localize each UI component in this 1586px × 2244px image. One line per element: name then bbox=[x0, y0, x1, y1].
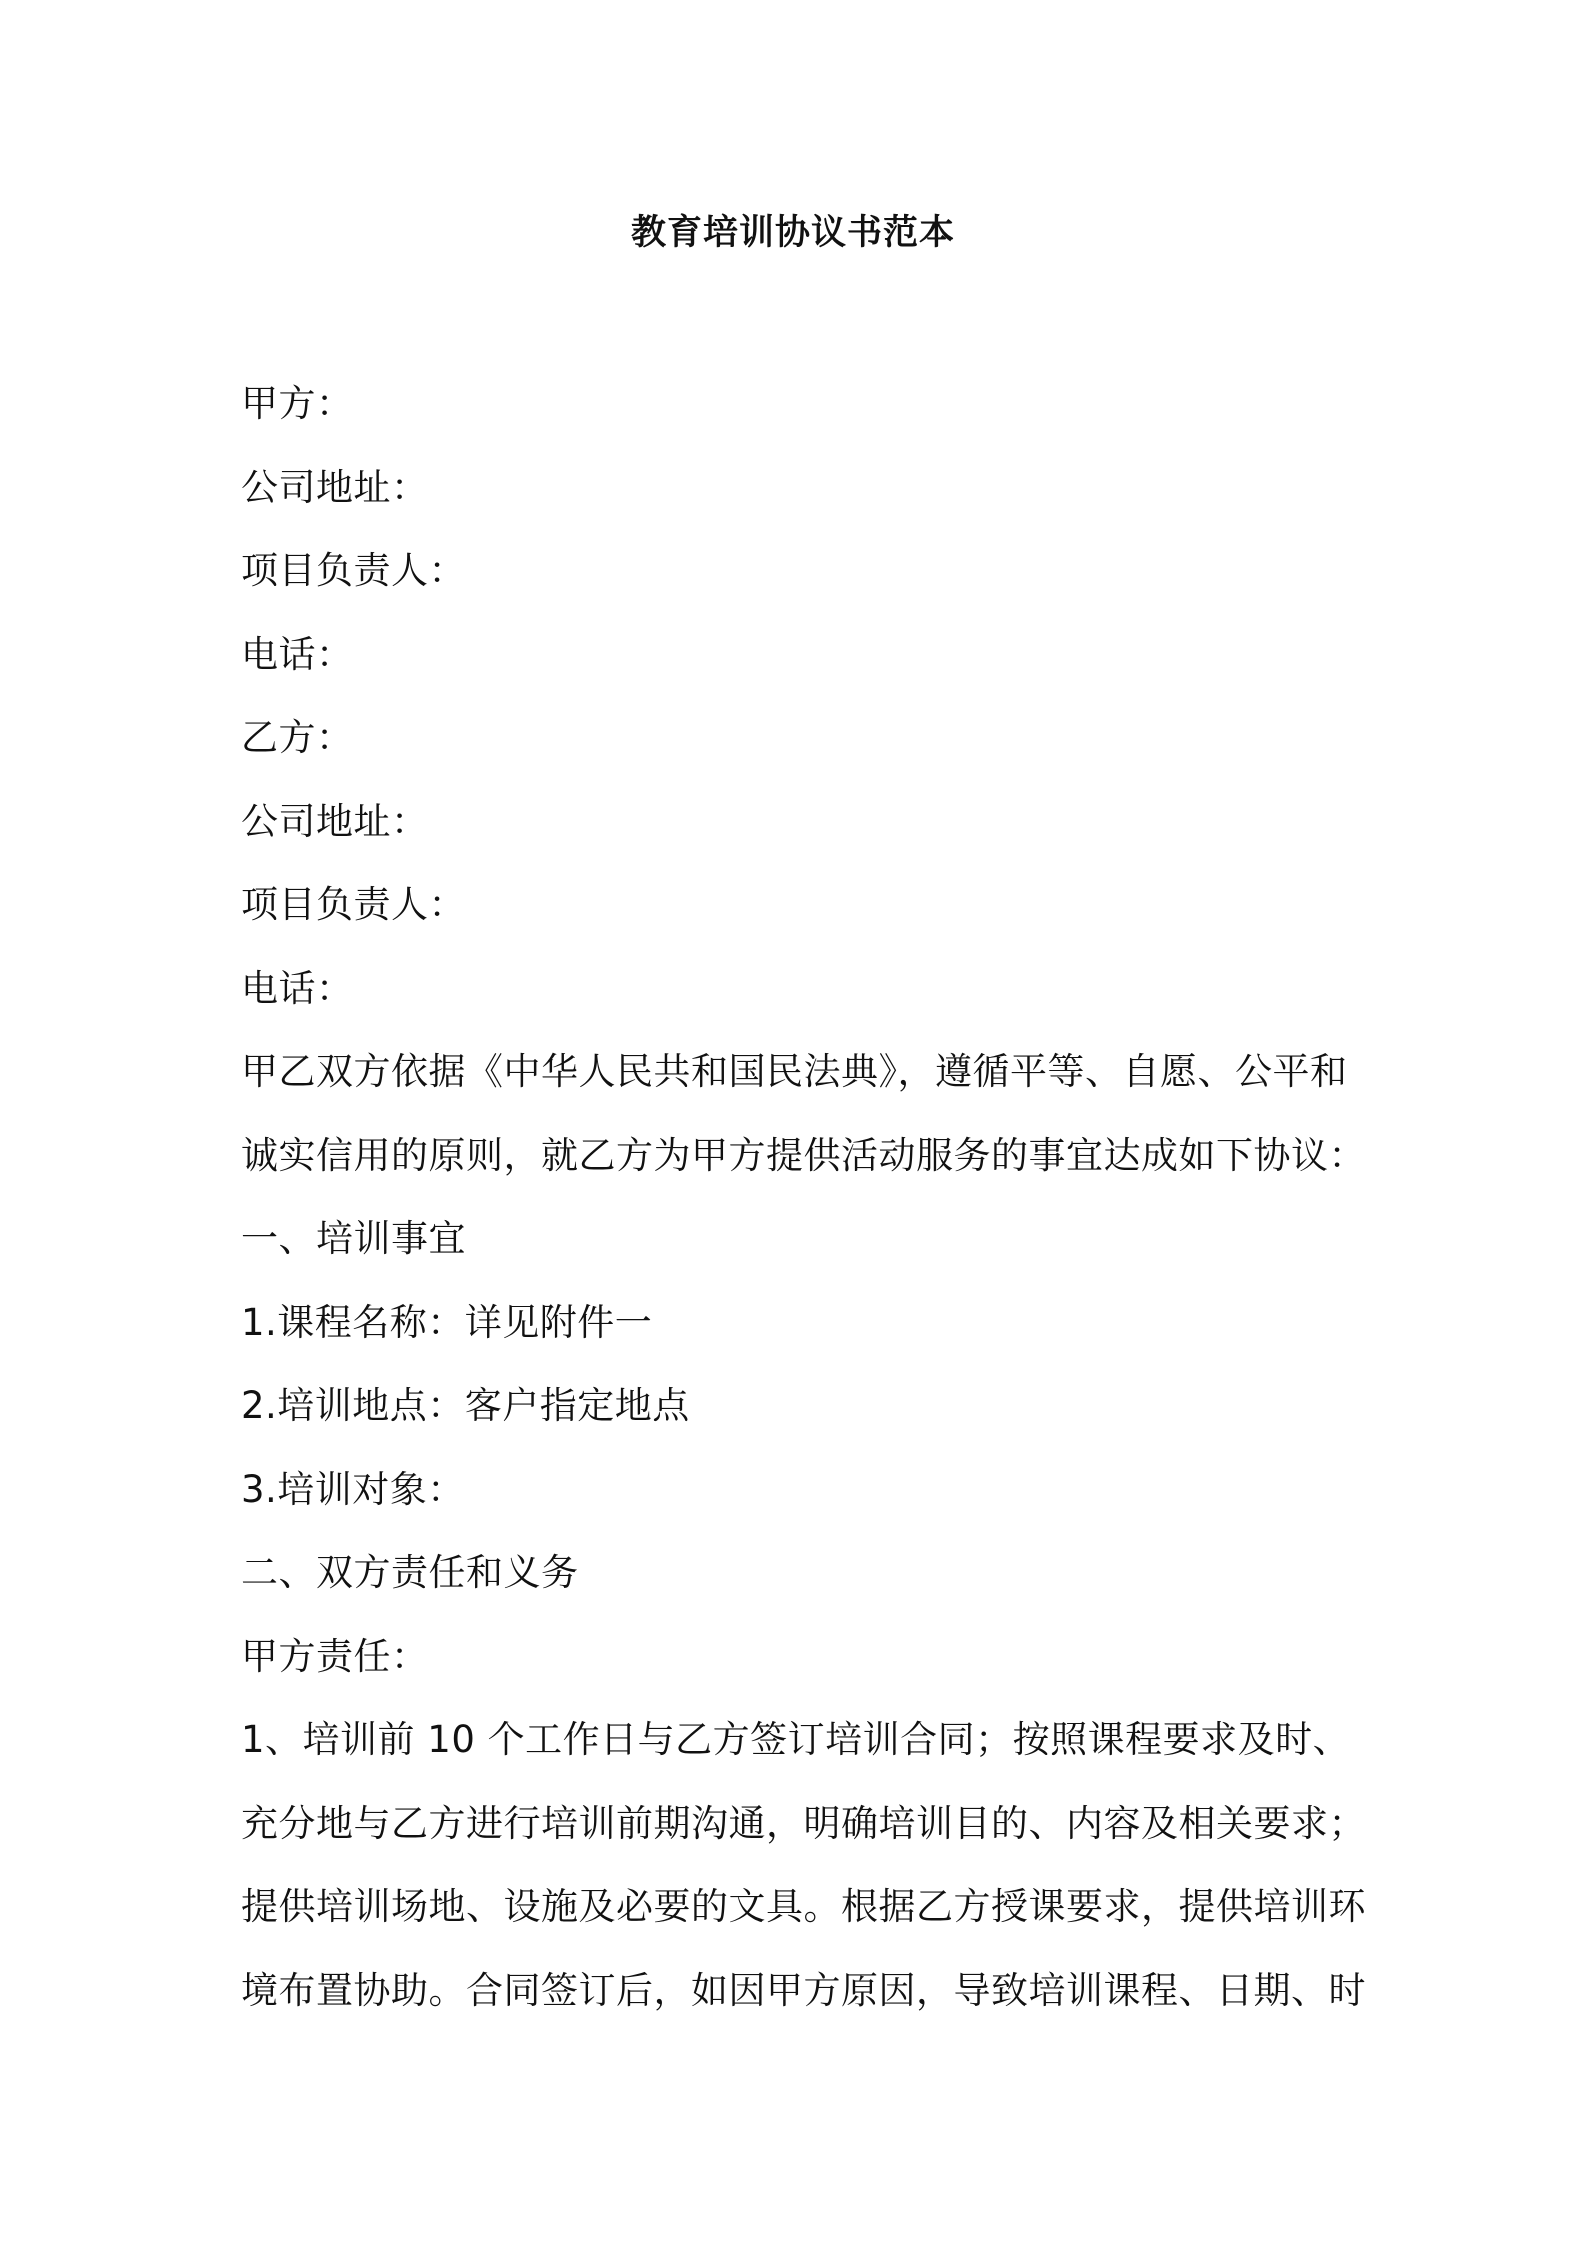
training-target-line: 3.培训对象： bbox=[241, 1467, 465, 1511]
party-a-responsibility-heading: 甲方责任： bbox=[241, 1634, 429, 1678]
training-location-line: 2.培训地点：客户指定地点 bbox=[241, 1384, 690, 1427]
responsibility-paragraph-line-2: 充分地与乙方进行培训前期沟通，明确培训目的、内容及相关要求； bbox=[241, 1801, 1366, 1845]
party-a-address-label: 公司地址： bbox=[241, 465, 429, 509]
document-body bbox=[241, 362, 1366, 2032]
preamble-line-2: 诚实信用的原则，就乙方为甲方提供活动服务的事宜达成如下协议： bbox=[241, 1133, 1366, 1177]
party-b-address-label: 公司地址： bbox=[241, 799, 429, 843]
party-b-label: 乙方： bbox=[241, 716, 354, 759]
section-heading-training: 一、培训事宜 bbox=[241, 1217, 466, 1260]
course-name-line: 1.课程名称：详见附件一 bbox=[241, 1300, 653, 1344]
responsibility-paragraph-line-3: 提供培训场地、设施及必要的文具。根据乙方授课要求，提供培训环 bbox=[241, 1885, 1366, 1928]
responsibility-paragraph-line-1: 1、培训前 10 个工作日与乙方签订培训合同；按照课程要求及时、 bbox=[241, 1718, 1351, 1761]
preamble-line-1: 甲乙双方依据《中华人民共和国民法典》，遵循平等、自愿、公平和 bbox=[241, 1050, 1348, 1093]
document-title: 教育培训协议书范本 bbox=[630, 213, 955, 253]
responsibility-paragraph-line-4: 境布置协助。合同签订后，如因甲方原因，导致培训课程、日期、时 bbox=[241, 1968, 1366, 2012]
party-a-phone-label: 电话： bbox=[241, 632, 354, 676]
party-a-manager-label: 项目负责人： bbox=[241, 549, 466, 592]
section-heading-responsibilities: 二、双方责任和义务 bbox=[241, 1551, 579, 1594]
party-b-phone-label: 电话： bbox=[241, 966, 354, 1010]
party-a-label: 甲方： bbox=[241, 382, 354, 425]
party-b-manager-label: 项目负责人： bbox=[241, 883, 466, 926]
